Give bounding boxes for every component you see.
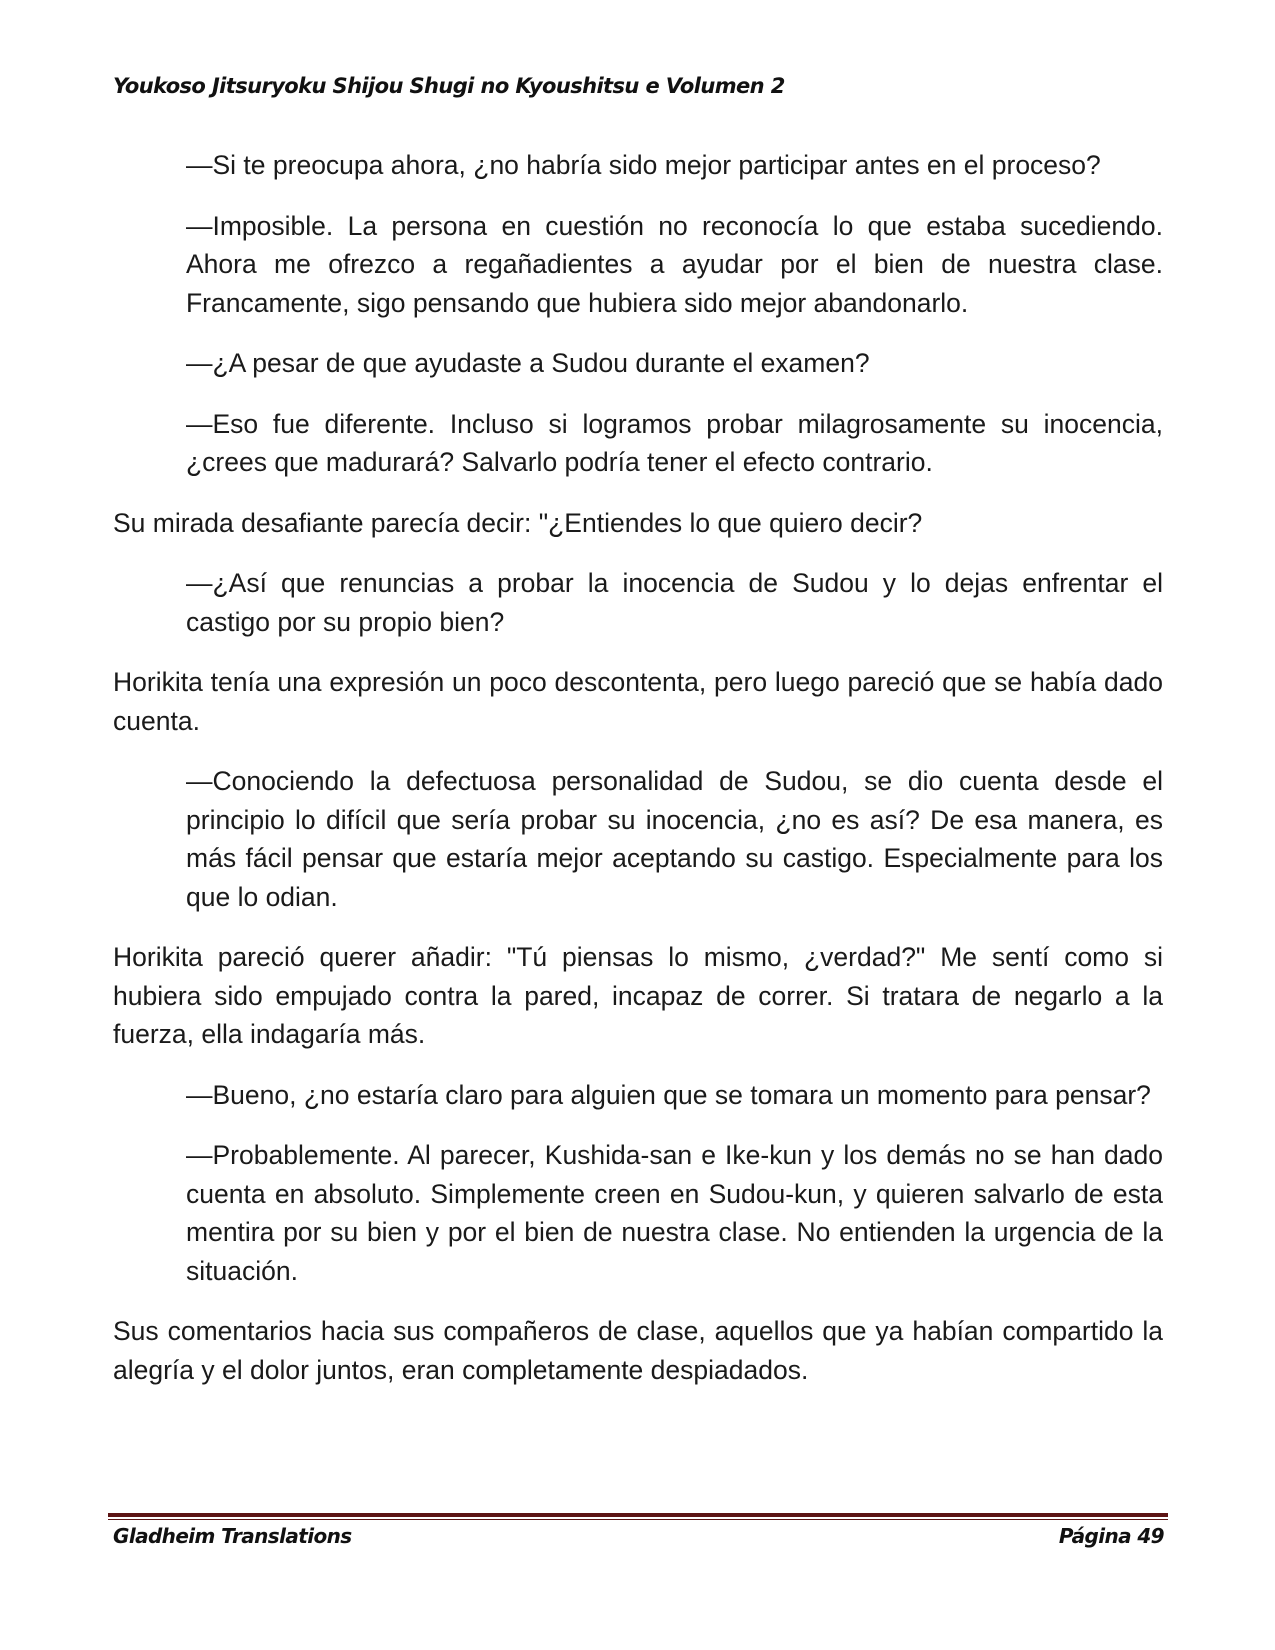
narration-paragraph: Su mirada desafiante parecía decir: "¿Entiendes lo que quiero decir? <box>113 507 923 538</box>
dialogue-paragraph: —Si te preocupa ahora, ¿no habría sido mejor participar antes en el proceso? <box>186 150 1101 180</box>
dialogue-paragraph: —Imposible. La persona en cuestión no reconocía lo que estaba sucediendo. Ahora me ofrezco a regañadientes a ayudar por el bien de nuestra clase. Francamente, sigo pensando que hubiera sido mejor abandonarlo. <box>186 210 1163 318</box>
narration-paragraph: Horikita pareció querer añadir: "Tú piensas lo mismo, ¿verdad?" Me sentí como si hubiera sido empujado contra la pared, incapaz de correr. Si tratara de negarlo a la fuerza, ella indagaría más. <box>113 942 1163 1049</box>
page-header-title: Youkoso Jitsuryoku Shijou Shugi no Kyoushitsu e Volumen 2 <box>113 74 785 98</box>
document-body <box>113 146 1163 1411</box>
dialogue-paragraph: —Probablemente. Al parecer, Kushida-san e Ike-kun y los demás no se han dado cuenta en absoluto. Simplemente creen en Sudou-kun, y quieren salvarlo de esta mentira por su bien y por el bien de nuestra clase. No entienden la urgencia de la situación. <box>186 1140 1163 1286</box>
dialogue-paragraph: —¿A pesar de que ayudaste a Sudou durante el examen? <box>186 348 870 378</box>
footer-page-number: Página 49 <box>1058 1524 1164 1548</box>
footer-translator-credit: Gladheim Translations <box>113 1524 352 1548</box>
dialogue-paragraph: —Conociendo la defectuosa personalidad de Sudou, se dio cuenta desde el principio lo difícil que sería probar su inocencia, ¿no es así? De esa manera, es más fácil pensar que estaría mejor aceptando su castigo. Especialmente para los que lo odian. <box>186 766 1163 912</box>
footer-divider <box>108 1513 1168 1517</box>
narration-paragraph: Horikita tenía una expresión un poco descontenta, pero luego pareció que se había dado cuenta. <box>113 667 1163 736</box>
dialogue-paragraph: —¿Así que renuncias a probar la inocencia de Sudou y lo dejas enfrentar el castigo por su propio bien? <box>186 568 1163 637</box>
dialogue-paragraph: —Bueno, ¿no estaría claro para alguien que se tomara un momento para pensar? <box>186 1079 1151 1110</box>
dialogue-paragraph: —Eso fue diferente. Incluso si logramos probar milagrosamente su inocencia, ¿crees que madurará? Salvarlo podría tener el efecto contrario. <box>186 408 1163 477</box>
narration-paragraph: Sus comentarios hacia sus compañeros de clase, aquellos que ya habían compartido la alegría y el dolor juntos, eran completamente despiadados. <box>113 1316 1163 1385</box>
footer-divider-thin <box>108 1519 1168 1520</box>
